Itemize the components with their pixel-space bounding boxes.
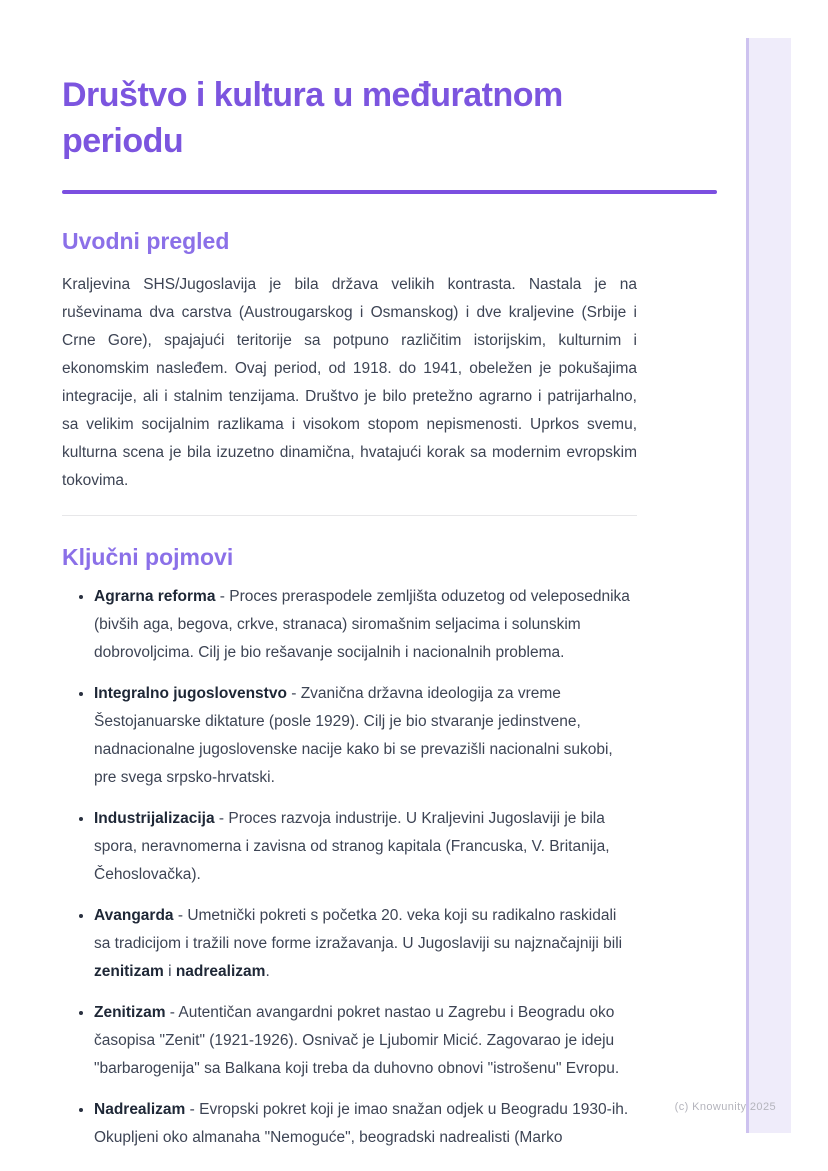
- intro-paragraph: Kraljevina SHS/Jugoslavija je bila država velikih kontrasta. Nastala je na ruševinama dva carstva (Austrougarskog i Osmanskog) i dve kraljevine (Srbije i Crne Gore), spajajući teritorije sa potpuno različitim istorijskim, kulturnim i ekonomskim nasleđem. Ovaj period, od 1918. do 1941, obeležen je pokušajima integracije, ali i stalnim tenzijama. Društvo je bilo pretežno agrarno i patrijarhalno, sa velikim socijalnim razlikama i visokom stopom nepismenosti. Uprkos svemu, kulturna scena je bila izuzetno dinamična, hvatajući korak sa modernim evropskim tokovima.: [62, 276, 637, 489]
- section-heading-uvodni-pregled: Uvodni pregled: [62, 228, 230, 254]
- key-terms-list: [62, 583, 637, 1152]
- term-label: Agrarna reforma: [94, 588, 216, 605]
- term-label: Zenitizam: [94, 1004, 166, 1021]
- definition-text: - Umetnički pokreti s početka 20. veka koji su radikalno raskidali sa tradicijom i tražili nove forme izražavanja. U Jugoslaviji su najznačajniji bili: [94, 907, 623, 952]
- section-divider: [62, 515, 637, 516]
- title-underline-rule: [62, 190, 717, 194]
- list-item: [94, 805, 637, 889]
- list-item: [94, 1096, 637, 1152]
- list-item: [94, 902, 637, 986]
- term-label: Industrijalizacija: [94, 810, 215, 827]
- term-label: Avangarda: [94, 907, 174, 924]
- page-title: Društvo i kultura u međuratnom periodu: [62, 76, 563, 160]
- section-heading-kljucni-pojmovi: Ključni pojmovi: [62, 544, 234, 570]
- definition-text: i: [163, 963, 176, 980]
- definition-text: - Zvanična državna ideologija za vreme Šestojanuarske diktature (posle 1929). Cilj je bio stvaranje jedinstvene, nadnacionalne jugoslovenske nacije kako bi se prevazišli nacionalni sukobi, pre svega srpsko-hrvatski.: [94, 685, 613, 786]
- definition-text: - Proces preraspodele zemljišta oduzetog od veleposednika (bivših aga, begova, crkve, stranaca) siromašnim seljacima i solunskim dobrovoljcima. Cilj je bio rešavanje socijalnih i nacionalnih problema.: [94, 588, 630, 661]
- document-content: [62, 72, 637, 1165]
- list-item: [94, 583, 637, 667]
- term-emphasis: zenitizam: [94, 963, 164, 980]
- term-label: Nadrealizam: [94, 1101, 186, 1118]
- definition-text: - Proces razvoja industrije. U Kraljevini Jugoslaviji je bila spora, neravnomerna i zavisna od stranog kapitala (Francuska, V. Britanija, Čehoslovačka).: [94, 810, 610, 883]
- copyright-text: (c) Knowunity 2025: [674, 1101, 776, 1113]
- definition-text: .: [265, 963, 270, 980]
- list-item: [94, 999, 637, 1083]
- side-panel-bar: [746, 38, 791, 1133]
- list-item: [94, 680, 637, 792]
- definition-text: - Autentičan avangardni pokret nastao u Zagrebu i Beogradu oko časopisa "Zenit" (1921-1926). Osnivač je Ljubomir Micić. Zagovarao je ideju "barbarogenija" sa Balkana koji treba da duhovno obnovi "istrošenu" Evropu.: [94, 1004, 620, 1077]
- definition-text: - Evropski pokret koji je imao snažan odjek u Beogradu 1930-ih. Okupljeni oko almanaha "Nemoguće", beogradski nadrealisti (Marko: [94, 1101, 629, 1146]
- term-label: Integralno jugoslovenstvo: [94, 685, 287, 702]
- term-emphasis: nadrealizam: [175, 963, 266, 980]
